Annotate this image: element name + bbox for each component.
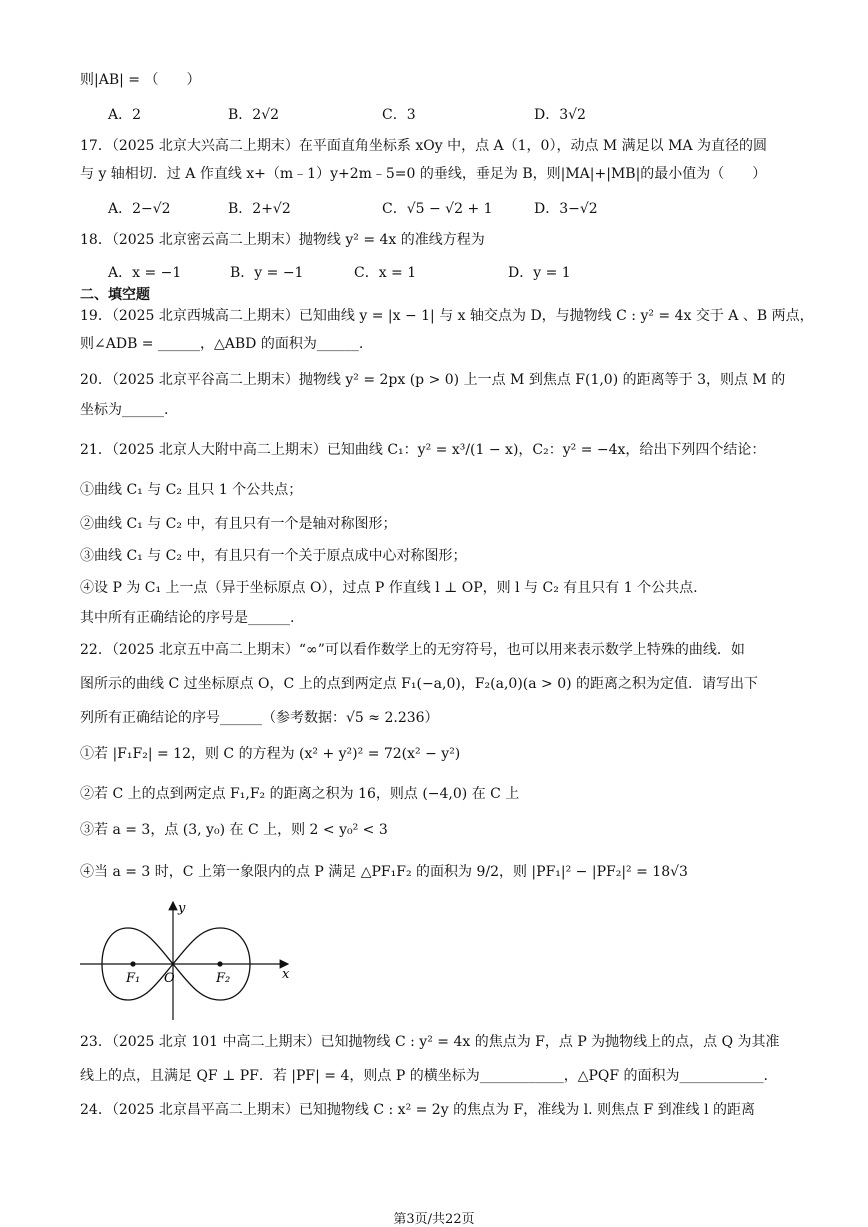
question-21-item1: ①曲线 C₁ 与 C₂ 且只 1 个公共点； bbox=[80, 482, 303, 498]
question-21-line1: 21．（2025 北京人大附中高二上期末）已知曲线 C₁：y² = x³/(1 − x)，C₂：y² = −4x，给出下列四个结论： bbox=[80, 442, 766, 458]
question-23-line2: 线上的点，且满足 QF ⊥ PF．若 |PF| = 4，则点 P 的横坐标为____________，△PQF 的面积为____________. bbox=[80, 1068, 768, 1084]
f2-label: F₂ bbox=[216, 971, 231, 986]
choice-a: A．2−√2 bbox=[108, 201, 171, 217]
question-23-line1: 23．（2025 北京 101 中高二上期末）已知抛物线 C : y² = 4x 的焦点为 F，点 P 为抛物线上的点，点 Q 为其准 bbox=[80, 1034, 780, 1050]
choice-b: B．2+√2 bbox=[228, 201, 291, 217]
choice-d: D．3√2 bbox=[534, 107, 586, 123]
question-22-line3: 列所有正确结论的序号______（参考数据：√5 ≈ 2.236） bbox=[80, 710, 439, 726]
question-22-item2: ②若 C 上的点到两定点 F₁,F₂ 的距离之积为 16，则点 (−4,0) 在 C 上 bbox=[80, 786, 520, 802]
choice-c: C．√5 − √2 + 1 bbox=[382, 201, 493, 217]
question-22-line1: 22．（2025 北京五中高二上期末）“∞”可以看作数学上的无穷符号，也可以用来表示数学上特殊的曲线．如 bbox=[80, 642, 745, 658]
question-16-choices bbox=[108, 104, 808, 126]
choice-a: A．x = −1 bbox=[108, 265, 182, 281]
question-21-item2: ②曲线 C₁ 与 C₂ 中，有且只有一个是轴对称图形； bbox=[80, 516, 397, 532]
choice-a: A．2 bbox=[108, 107, 142, 123]
question-22-item4: ④当 a = 3 时，C 上第一象限内的点 P 满足 △PF₁F₂ 的面积为 9/2，则 |PF₁|² − |PF₂|² = 18√3 bbox=[80, 864, 688, 880]
choice-c: C．3 bbox=[382, 107, 416, 123]
question-22-line2: 图所示的曲线 C 过坐标原点 O，C 上的点到两定点 F₁(−a,0)，F₂(a,0)(a > 0) 的距离之积为定值．请写出下 bbox=[80, 676, 759, 692]
question-18-choices bbox=[108, 262, 808, 284]
question-21-last: 其中所有正确结论的序号是______. bbox=[80, 610, 295, 626]
question-21-item4: ④设 P 为 C₁ 上一点（异于坐标原点 O），过点 P 作直线 l ⊥ OP，则 l 与 C₂ 有且只有 1 个公共点. bbox=[80, 580, 698, 596]
question-22-item3: ③若 a = 3，点 (3, y₀) 在 C 上，则 2 < y₀² < 3 bbox=[80, 822, 388, 838]
question-17-line2: 与 y 轴相切．过 A 作直线 x+（m﹣1）y+2m﹣5=0 的垂线，垂足为 B，则|MA|+|MB|的最小值为（ ） bbox=[80, 166, 767, 182]
focus-f2-point bbox=[217, 961, 222, 966]
x-axis-label: x bbox=[282, 967, 290, 982]
section-heading-fill-in: 二、填空题 bbox=[80, 287, 150, 303]
y-axis-label: y bbox=[178, 901, 186, 916]
choice-b: B．2√2 bbox=[228, 107, 280, 123]
question-18-line1: 18．（2025 北京密云高二上期末）抛物线 y² = 4x 的准线方程为 bbox=[80, 232, 485, 248]
question-20-line2: 坐标为______. bbox=[80, 402, 169, 418]
choice-d: D．y = 1 bbox=[508, 265, 571, 281]
question-24-line1: 24．（2025 北京昌平高二上期末）已知抛物线 C : x² = 2y 的焦点为 F，准线为 l. 则焦点 F 到准线 l 的距离 bbox=[80, 1102, 756, 1118]
lemniscate-figure bbox=[80, 896, 300, 1024]
question-20-line1: 20．（2025 北京平谷高二上期末）抛物线 y² = 2px (p > 0) 上一点 M 到焦点 F(1,0) 的距离等于 3，则点 M 的 bbox=[80, 372, 786, 388]
question-22-item1: ①若 |F₁F₂| = 12，则 C 的方程为 (x² + y²)² = 72(x² − y²) bbox=[80, 746, 461, 762]
question-16-stem: 则|AB| = （ ） bbox=[80, 72, 201, 88]
question-19-line1: 19．（2025 北京西城高二上期末）已知曲线 y = |x − 1| 与 x 轴交点为 D，与抛物线 C : y² = 4x 交于 A 、B 两点， bbox=[80, 308, 814, 324]
question-17-line1: 17．（2025 北京大兴高二上期末）在平面直角坐标系 xOy 中，点 A（1，0），动点 M 满足以 MA 为直径的圆 bbox=[80, 138, 768, 154]
choice-c: C．x = 1 bbox=[354, 265, 417, 281]
question-17-choices bbox=[108, 198, 808, 220]
choice-d: D．3−√2 bbox=[534, 201, 598, 217]
origin-label: O bbox=[164, 971, 175, 986]
focus-f1-point bbox=[130, 961, 135, 966]
f1-label: F₁ bbox=[126, 971, 141, 986]
question-21-item3: ③曲线 C₁ 与 C₂ 中，有且只有一个关于原点成中心对称图形； bbox=[80, 548, 467, 564]
page-footer: 第3页/共22页 bbox=[393, 1212, 475, 1227]
question-19-line2: 则∠ADB = ______，△ABD 的面积为______. bbox=[80, 336, 364, 352]
choice-b: B．y = −1 bbox=[230, 265, 304, 281]
